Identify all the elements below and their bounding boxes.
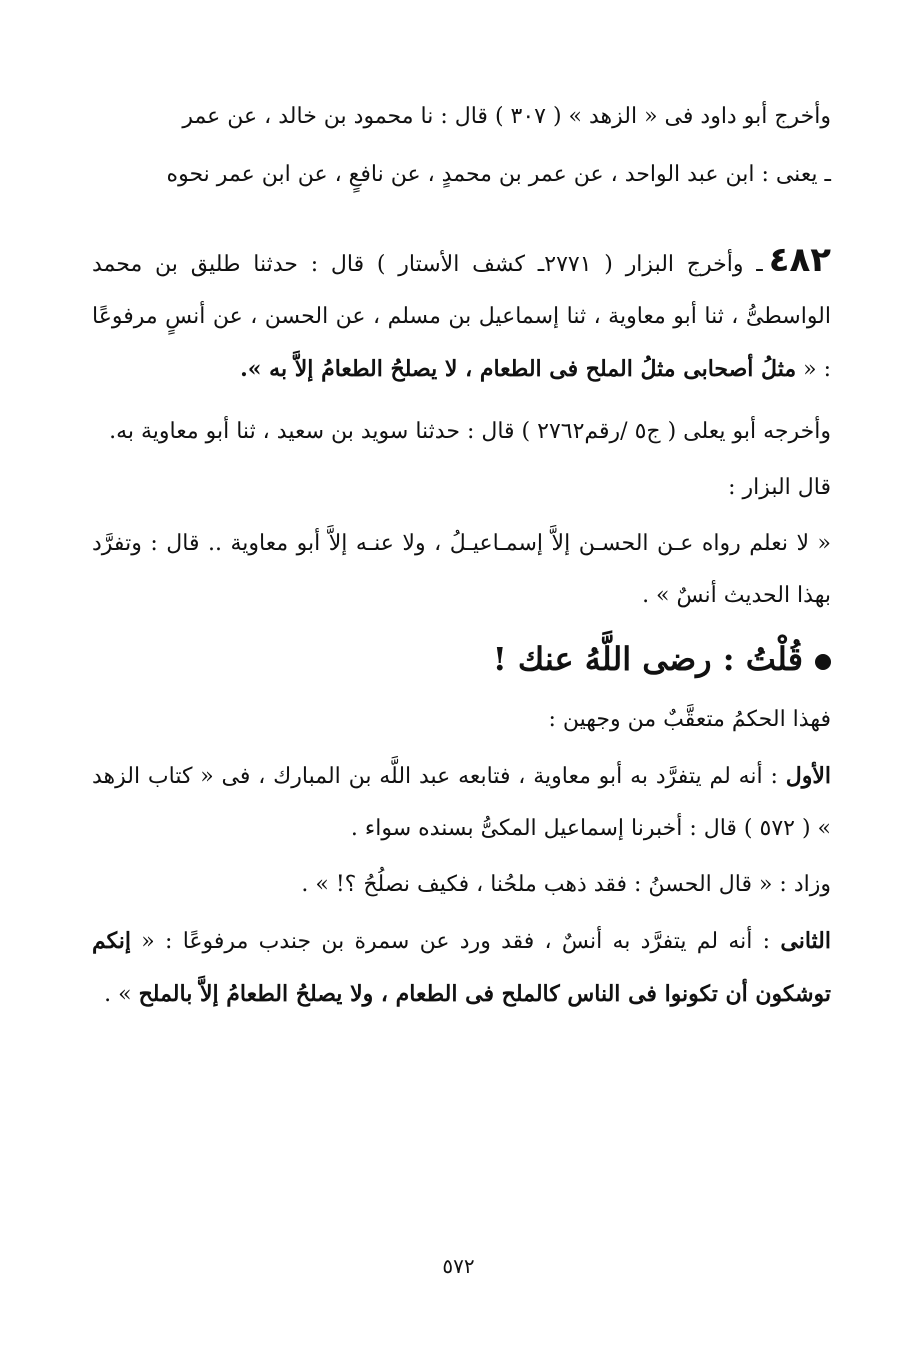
first-point-label: الأول [785, 763, 831, 789]
first-point-text: : أنه لم يتفرَّد به أبو معاوية ، فتابعه عبد اللَّه بن المبارك ، فى « كتاب الزهد » ( ٥٧٢ ) قال : أخبرنا إسماعيل المكىُّ بسنده سواء . [92, 764, 831, 841]
page-number: ٥٧٢ [442, 1254, 475, 1278]
qultu-heading-text: قُلْتُ : رضى اللَّهُ عنك ! [492, 640, 803, 678]
bazzar-label: قال البزار : [728, 475, 831, 500]
second-point-close: » . [104, 982, 139, 1007]
bazzar-quote-paragraph: « لا نعلم رواه عـن الحسـن إلاَّ إسمـاعيـلُ ، ولا عنـه إلاَّ أبو معاوية .. قال : وتفرَّد بهذا الحديث أنسٌ » . [92, 531, 831, 608]
hadith-intro: ـ وأخرج البزار ( ٢٧٧١ـ كشف الأستار ) قال : حدثنا طليق بن محمد الواسطىُّ ، ثنا أبو معاوية ، ثنا إسماعيل بن مسلم ، عن الحسن ، عن أنسٍ مرفوعًا : « [92, 252, 831, 382]
hadith-482-paragraph [92, 234, 831, 396]
hadith-number: ٤٨٢ [768, 240, 831, 280]
abu-yala-paragraph: وأخرجه أبو يعلى ( ج٥ /رقم٢٧٦٢ ) قال : حدثنا سويد بن سعيد ، ثنا أبو معاوية به. [109, 419, 831, 444]
bullet-icon [815, 654, 831, 670]
text-line-2: ـ يعنى : ابن عبد الواحد ، عن عمر بن محمدٍ ، عن نافعٍ ، عن ابن عمر نحوه [166, 162, 831, 187]
first-point-paragraph [92, 750, 831, 855]
second-point-text: : أنه لم يتفرَّد به أنسٌ ، فقد ورد عن سمرة بن جندب مرفوعًا : « [131, 929, 781, 954]
text-line-1: وأخرج أبو داود فى « الزهد » ( ٣٠٧ ) قال : نا محمود بن خالد ، عن عمر [182, 104, 831, 129]
hukm-paragraph: فهذا الحكمُ متعقَّبٌ من وجهين : [548, 707, 831, 732]
second-point-paragraph [92, 915, 831, 1021]
second-point-label: الثانى [780, 928, 831, 954]
second-point-hadith: إنكم توشكون أن تكونوا فى الناس كالملح فى الطعام ، ولا يصلحُ الطعامُ إلاَّ بالملح [92, 928, 831, 1007]
hadith-close: ». [240, 356, 270, 382]
qultu-heading [92, 628, 831, 690]
zad-paragraph: وزاد : « قال الحسنُ : فقد ذهب ملحُنا ، فكيف نصلُحُ ؟! » . [301, 872, 831, 897]
hadith-text: مثلُ أصحابى مثلُ الملح فى الطعام ، لا يصلحُ الطعامُ إلاَّ به [269, 356, 797, 382]
